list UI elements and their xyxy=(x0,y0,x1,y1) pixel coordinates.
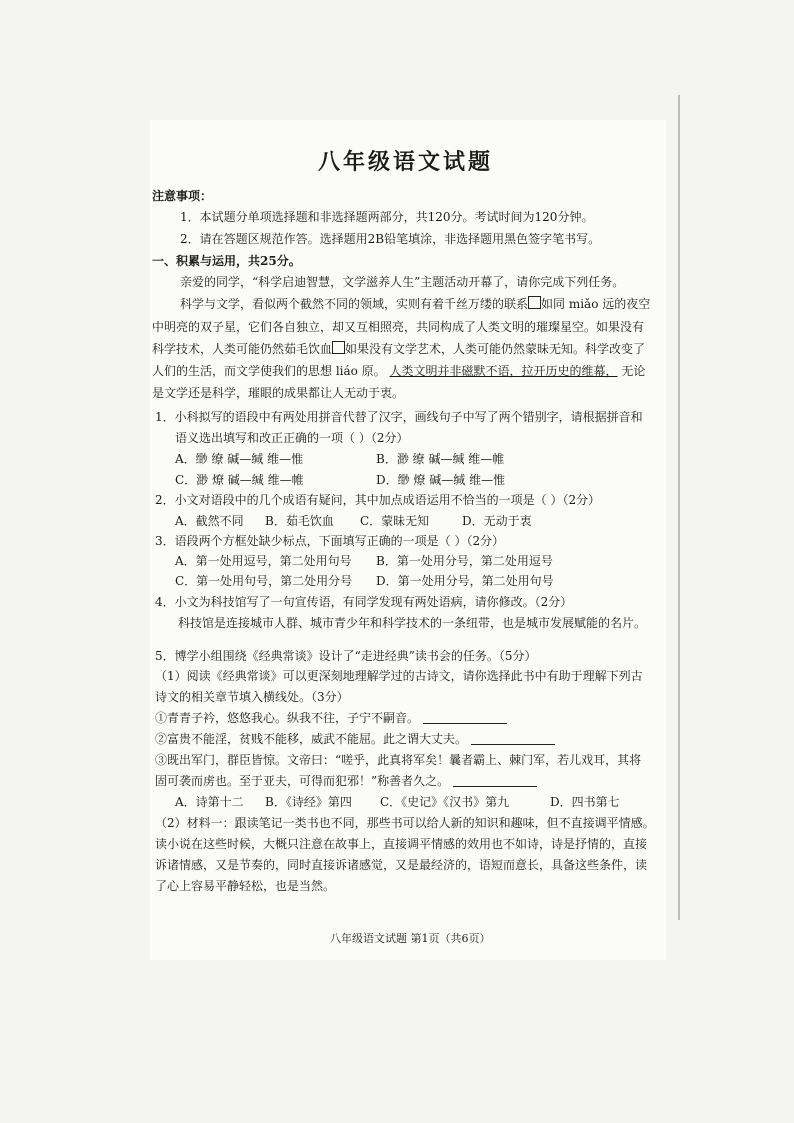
passage-text: 科学技术，人类可能仍然茹毛饮血 xyxy=(152,342,333,356)
question-stem: 5．博学小组围绕《经典常谈》设计了“走进经典”读书会的任务。（5分） xyxy=(155,649,537,663)
option: A．诗第十二 xyxy=(175,795,244,809)
answer-blank[interactable] xyxy=(471,734,555,745)
question-stem: 1．小科拟写的语段中有两处用拼音代替了汉字，画线句子中写了两个错别字，请根据拼音和 xyxy=(155,410,643,424)
option: A．截然不同 xyxy=(175,514,244,528)
question-stem: 3．语段两个方框处缺少标点，下面填写正确的一项是（ ）（2分） xyxy=(155,534,505,548)
option: C．蒙昧无知 xyxy=(360,514,430,528)
option: A．缈 缭 碱—缄 维—惟 xyxy=(175,452,304,466)
section-intro: 亲爱的同学，“科学启迪智慧，文学滋养人生”主题活动开幕了，请你完成下列任务。 xyxy=(180,275,625,289)
passage-text: 科学与文学，看似两个截然不同的领域，实则有着千丝万缕的联系 xyxy=(180,297,529,311)
option: D．缈 燎 碱—缄 维—惟 xyxy=(376,473,506,487)
question-stem: 语义选出填写和改正正确的一项（ ）（2分） xyxy=(175,431,409,445)
passage-text: 无论 xyxy=(621,364,646,378)
poem-item xyxy=(155,773,537,789)
underlined-sentence: 人类文明并非磁默不语，拉开历史的维幕， xyxy=(389,364,618,378)
option: C．第一处用句号，第二处用分号 xyxy=(175,574,353,588)
option: D．无动于衷 xyxy=(462,514,532,528)
question-stem: 2．小文对语段中的几个成语有疑问，其中加点成语运用不恰当的一项是（ ）（2分） xyxy=(155,493,601,507)
poem-text: ①青青子衿，悠悠我心。纵我不往，子宁不嗣音。 xyxy=(155,711,420,725)
passage-line xyxy=(152,341,645,357)
option: B．茹毛饮血 xyxy=(265,514,334,528)
notice-heading: 注意事项： xyxy=(152,189,213,203)
slogan-sentence: 科技馆是连接城市人群、城市青少年和科学技术的一条纽带，也是城市发展赋能的名片。 xyxy=(178,616,647,630)
poem-item xyxy=(155,731,555,747)
material-line: 了心上容易平静轻松，也是当然。 xyxy=(155,879,336,893)
passage-line: 是文学还是科学，璀眼的成果都让人无动于衷。 xyxy=(152,386,405,400)
material-line: （2）材料一：跟读笔记一类书也不同，那些书可以给人新的知识和趣味，但不直接调平情感。 xyxy=(155,816,655,830)
passage-line: 中明亮的双子星，它们各自独立，却又互相照亮，共同构成了人类文明的璀璨星空。如果没有 xyxy=(152,320,645,334)
poem-item: ③既出军门，群臣皆惊。文帝曰：“嗟乎，此真将军矣！曩者霸上、棘门军，若儿戏耳，其将 xyxy=(155,753,642,767)
page-title: 八年级语文试题 xyxy=(318,149,494,175)
punctuation-box xyxy=(528,296,541,309)
poem-item xyxy=(155,710,507,726)
section-heading: 一、积累与运用，共25分。 xyxy=(152,254,301,268)
option: B．渺 缭 碱—缄 维—帷 xyxy=(376,452,505,466)
punctuation-box xyxy=(332,341,345,354)
poem-text: 固可袭而虏也。至于亚夫，可得而犯邪！”称善者久之。 xyxy=(155,774,450,788)
sub-question: 诗文的相关章节填入横线处。（3分） xyxy=(155,690,349,704)
option: A．第一处用逗号，第二处用句号 xyxy=(175,554,352,568)
margin-fold-line xyxy=(678,95,680,920)
notice-item: 1．本试题分单项选择题和非选择题两部分，共120分。考试时间为120分钟。 xyxy=(180,210,594,224)
option: B．第一处用分号，第二处用逗号 xyxy=(376,554,553,568)
passage-line xyxy=(152,363,645,379)
option: C．渺 燎 碱—缄 维—帷 xyxy=(175,473,304,487)
sub-question: （1）阅读《经典常谈》可以更深刻地理解学过的古诗文，请你选择此书中有助于理解下列古 xyxy=(155,669,643,683)
passage-text: 如果没有文学艺术，人类可能仍然蒙昧无知。科学改变了 xyxy=(345,342,646,356)
material-line: 读小说在这些时候，大概只注意在故事上，直接调平情感的效用也不如诗，诗是抒情的，直接 xyxy=(155,837,648,851)
answer-blank[interactable] xyxy=(423,713,507,724)
passage-text: 如同 miǎo 远的夜空 xyxy=(541,297,651,311)
answer-blank[interactable] xyxy=(453,776,537,787)
material-line: 诉诸情感，又是节奏的，同时直接诉诸感觉，又是最经济的，语短而意长，具备这些条件，读 xyxy=(155,858,648,872)
passage-text: 人们的生活，而文学使我们的思想 liáo 原。 xyxy=(152,364,386,378)
passage-line xyxy=(180,296,650,312)
option: D．四书第七 xyxy=(550,795,620,809)
notice-item: 2．请在答题区规范作答。选择题用2B铅笔填涂，非选择题用黑色签字笔书写。 xyxy=(180,232,601,246)
page-footer: 八年级语文试题 第1页（共6页） xyxy=(330,932,491,945)
option: D．第一处用分号，第二处用句号 xyxy=(376,574,554,588)
option: B．《诗经》第四 xyxy=(265,795,352,809)
poem-text: ②富贵不能淫，贫贱不能移，威武不能屈。此之谓大丈夫。 xyxy=(155,732,468,746)
question-stem: 4．小文为科技馆写了一句宣传语，有同学发现有两处语病，请你修改。（2分） xyxy=(155,595,573,609)
option: C．《史记》《汉书》第九 xyxy=(380,795,510,809)
